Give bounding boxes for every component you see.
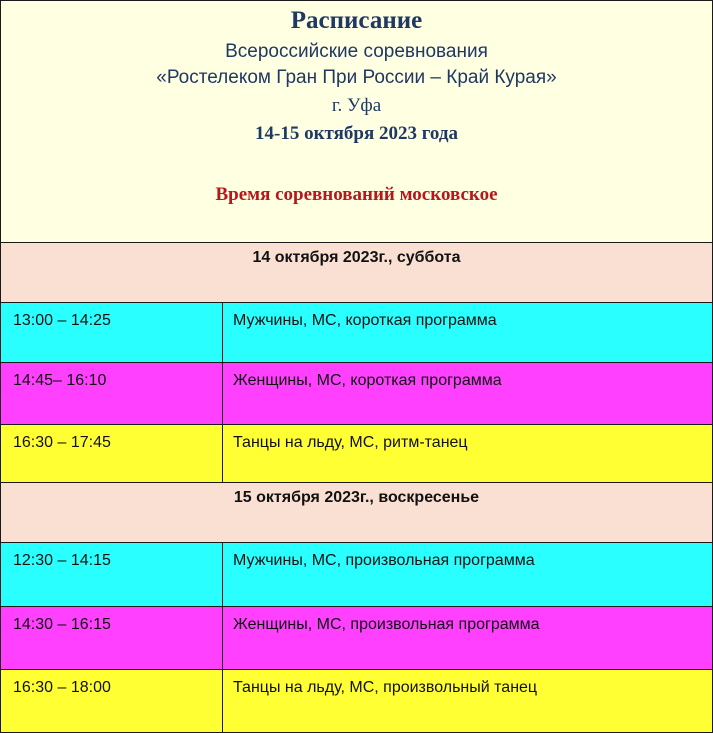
session-event: Женщины, МС, короткая программа [233,372,502,389]
competition-name: «Ростелеком Гран При России – Край Курая» [156,67,557,88]
schedule-row [1,607,712,670]
day-label: 14 октября 2023г., суббота [252,249,461,266]
session-event: Танцы на льду, МС, произвольный танец [233,679,538,696]
schedule-row [1,670,712,733]
session-event: Женщины, МС, произвольная программа [233,616,540,633]
competition-type: Всероссийские соревнования [225,41,488,62]
session-event: Мужчины, МС, произвольная программа [233,552,535,569]
session-time: 14:30 – 16:15 [1,607,223,669]
schedule-row [1,363,712,425]
session-time: 14:45– 16:10 [1,363,223,424]
page-title: Расписание [290,7,423,34]
schedule-header [1,0,712,243]
schedule-row [1,543,712,607]
city: г. Уфа [331,95,382,116]
day-header-2 [1,483,712,543]
schedule-row [1,303,712,363]
session-time: 16:30 – 17:45 [1,425,223,482]
session-time: 16:30 – 18:00 [1,670,223,732]
day-header-1 [1,243,712,303]
session-time: 13:00 – 14:25 [1,303,223,362]
time-zone-note: Время соревнований московское [215,184,498,205]
session-event: Мужчины, МС, короткая программа [233,312,497,329]
day-label: 15 октября 2023г., воскресенье [233,489,480,506]
schedule-row [1,425,712,483]
session-time: 12:30 – 14:15 [1,543,223,606]
event-dates: 14-15 октября 2023 года [255,123,458,144]
session-event: Танцы на льду, МС, ритм-танец [233,434,468,451]
